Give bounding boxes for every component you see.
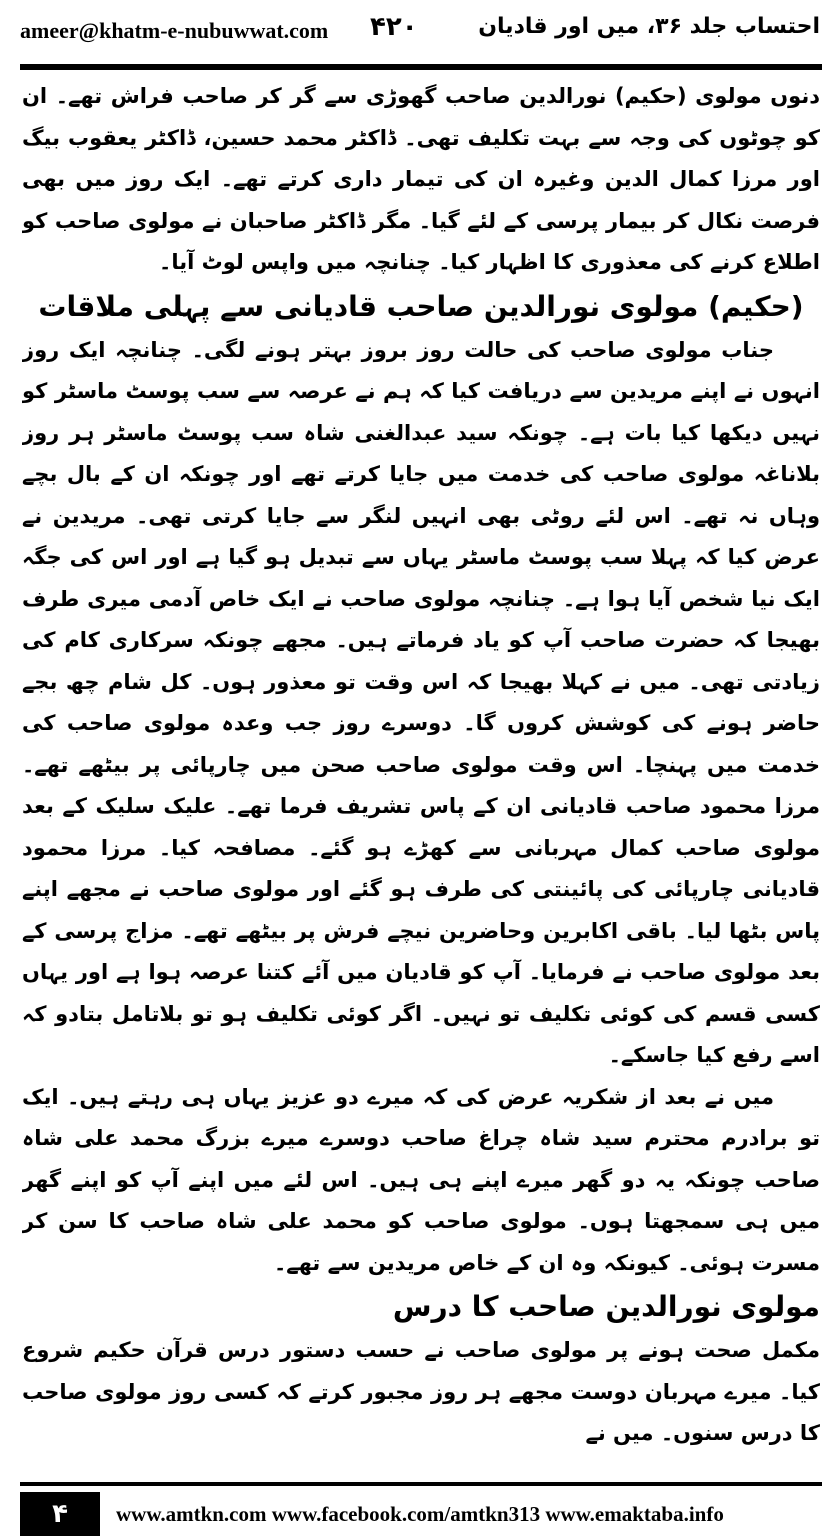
header-rule (20, 64, 822, 70)
running-title: احتساب جلد ۳۶، میں اور قادیان (478, 14, 820, 39)
footer-rule (20, 1482, 822, 1486)
page-number: ۴۲۰ (370, 12, 418, 42)
header-email: ameer@khatm-e-nubuwwat.com (20, 18, 329, 43)
paragraph: میں نے بعد از شکریہ عرض کی کہ میرے دو عزیز یہاں ہی رہتے ہیں۔ ایک تو برادرم محترم سید شاہ چراغ صاحب دوسرے میرے بزرگ محمد علی شاہ صاحب چونکہ یہ دو گھر میرے اپنے ہی ہیں۔ اس لئے میں اپنے آپ کو اپنے گھر میں ہی سمجھتا ہوں۔ مولوی صاحب کو محمد علی شاہ صاحب کا سن کر مسرت ہوئی۔ کیونکہ وہ ان کے خاص مریدین سے تھے۔ (22, 1084, 820, 1275)
section-heading: مولوی نورالدین صاحب کا درس (392, 1290, 820, 1323)
page-body (22, 76, 820, 1466)
section-heading: (حکیم) مولوی نورالدین صاحب قادیانی سے پہلی ملاقات (38, 289, 804, 323)
paragraph: مکمل صحت ہونے پر مولوی صاحب نے حسب دستور درس قرآن حکیم شروع کیا۔ میرے مہربان دوست مجھے ہر روز مجبور کرتے کہ کسی روز مولوی صاحب کا درس سنوں۔ میں نے (22, 1338, 820, 1445)
paragraph: جناب مولوی صاحب کی حالت روز بروز بہتر ہونے لگی۔ چنانچہ ایک روز انہوں نے اپنے مریدین سے دریافت کیا کہ ہم نے عرصہ سے سب پوسٹ ماسٹر کو نہیں دیکھا کیا بات ہے۔ چونکہ سید عبدالغنی شاہ سب پوسٹ ماسٹر ہر روز بلاناغہ مولوی صاحب کی خدمت میں جایا کرتے تھے اور چونکہ ان کے بال بچے وہاں نہ تھے۔ اس لئے روٹی بھی انہیں لنگر سے جایا کرتی تھی۔ مریدین نے عرض کیا کہ پہلا سب پوسٹ ماسٹر یہاں سے تبدیل ہو گیا ہے اور اس کی جگہ ایک نیا شخص آیا ہوا ہے۔ چنانچہ مولوی صاحب نے ایک خاص آدمی میری طرف بھیجا کہ حضرت صاحب آپ کو یاد فرماتے ہیں۔ مجھے چونکہ سرکاری کام کی زیادتی تھی۔ میں نے کہلا بھیجا کہ اس وقت تو معذور ہوں۔ کل شام چھ بجے حاضر ہونے کی کوشش کروں گا۔ دوسرے روز جب وعدہ مولوی صاحب کی خدمت میں پہنچا۔ اس وقت مولوی صاحب صحن میں چارپائی پر بیٹھے تھے۔ مرزا محمود صاحب قادیانی ان کے پاس تشریف فرما تھے۔ علیک سلیک کے بعد مولوی صاحب کمال مہربانی سے کھڑے ہو گئے۔ مصافحہ کیا۔ مرزا محمود قادیانی چارپائی کی پائینتی کی طرف ہو گئے اور مولوی صاحب نے مجھے اپنے پاس بٹھا لیا۔ باقی اکابرین وحاضرین نیچے فرش پر بیٹھے تھے۔ مزاج پرسی کے بعد مولوی صاحب نے فرمایا۔ آپ کو قادیان میں آئے کتنا عرصہ ہوا ہے اور یہاں کسی قسم کی کوئی تکلیف تو نہیں۔ اگر کوئی تکلیف ہو تو بلاتامل بتادو کہ اسے رفع کیا جاسکے۔ (22, 337, 820, 1067)
page-header (0, 0, 840, 62)
footer-page-number: ۴ (20, 1492, 100, 1536)
paragraph: دنوں مولوی (حکیم) نورالدین صاحب گھوڑی سے گر کر صاحب فراش تھے۔ ان کو چوٹوں کی وجہ سے بہت تکلیف تھی۔ ڈاکٹر محمد حسین، ڈاکٹر یعقوب بیگ اور مرزا کمال الدین وغیرہ ان کی تیمار داری کرتے تھے۔ ایک روز میں بھی فرصت نکال کر بیمار پرسی کے لئے گیا۔ مگر ڈاکٹر صاحبان نے مولوی صاحب کو اطلاع کرنے کی معذوری کا اظہار کیا۔ چنانچہ میں واپس لوٹ آیا۔ (22, 84, 820, 274)
footer-urls: www.amtkn.com www.facebook.com/amtkn313 www.emaktaba.info (116, 1502, 724, 1526)
